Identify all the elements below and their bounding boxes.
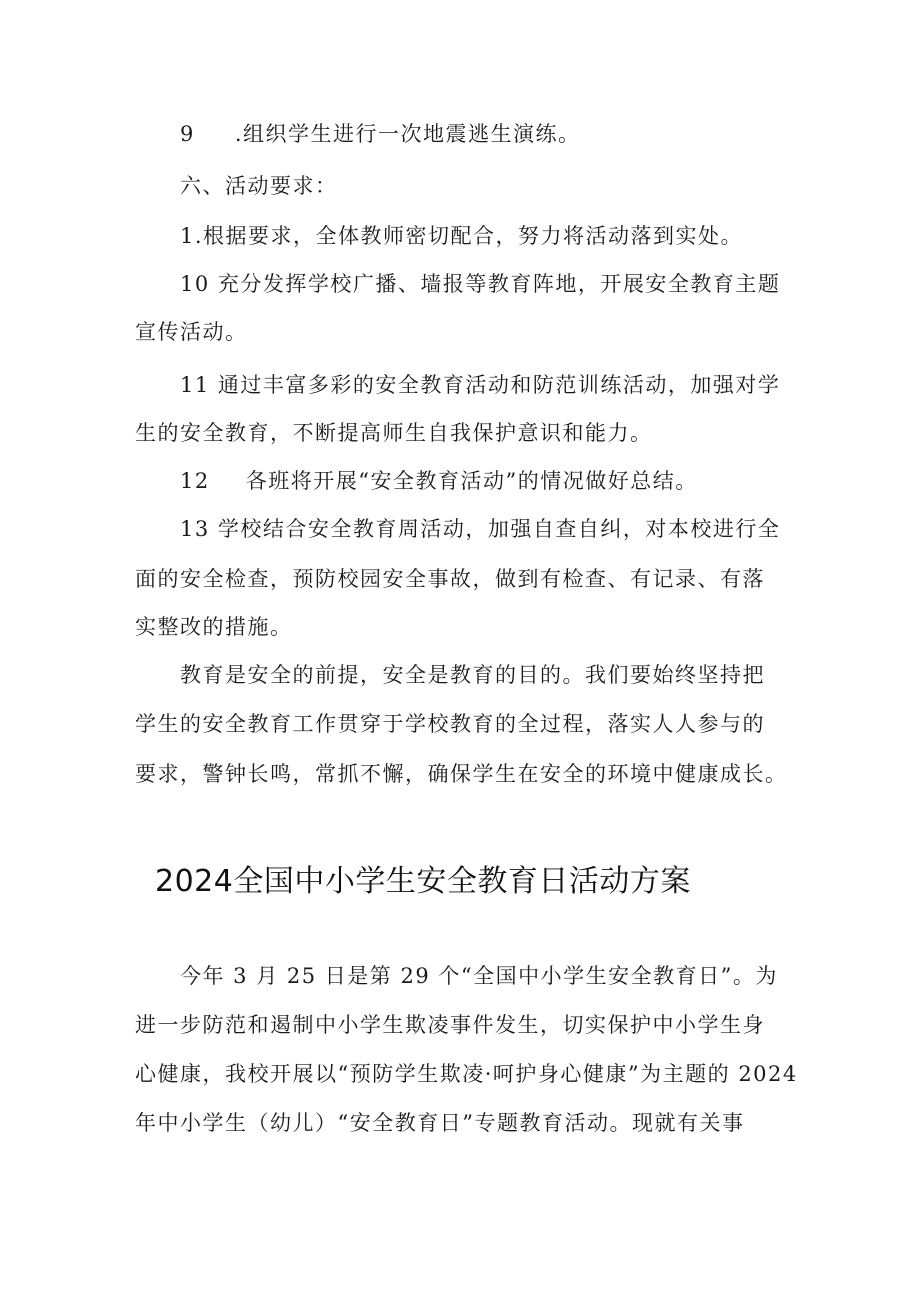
requirement-13-line-3: 实整改的措施。 xyxy=(135,615,293,639)
requirement-11-line-2: 生的安全教育，不断提高师生自我保护意识和能力。 xyxy=(135,421,653,445)
item-9-number: 9 xyxy=(180,122,195,146)
closing-line-1: 教育是安全的前提，安全是教育的目的。我们要始终坚持把 xyxy=(180,663,765,687)
closing-line-2: 学生的安全教育工作贯穿于学校教育的全过程，落实人人参与的 xyxy=(135,712,765,736)
requirement-12-text: 各班将开展“安全教育活动”的情况做好总结。 xyxy=(245,469,698,493)
requirement-13-line-2: 面的安全检查，预防校园安全事故，做到有检查、有记录、有落 xyxy=(135,567,765,591)
requirement-11-line-1: 11 通过丰富多彩的安全教育活动和防范训练活动，加强对学 xyxy=(180,373,781,397)
intro-line-4: 年中小学生（幼儿）“安全教育日”专题教育活动。现就有关事 xyxy=(135,1111,745,1135)
requirement-10-line-1: 10 充分发挥学校广播、墙报等教育阵地，开展安全教育主题 xyxy=(180,272,781,296)
plan-title: 2024全国中小学生安全教育日活动方案 xyxy=(155,864,691,899)
requirement-12 xyxy=(180,467,698,495)
intro-line-1: 今年 3 月 25 日是第 29 个“全国中小学生安全教育日”。为 xyxy=(180,964,778,988)
requirement-12-number: 12 xyxy=(180,469,210,493)
requirement-1: 1.根据要求，全体教师密切配合，努力将活动落到实处。 xyxy=(180,224,744,248)
intro-line-3: 心健康，我校开展以“预防学生欺凌·呵护身心健康”为主题的 2024 xyxy=(135,1062,798,1086)
closing-line-3: 要求，警钟长鸣，常抓不懈，确保学生在安全的环境中健康成长。 xyxy=(135,762,788,786)
requirement-10-line-2: 宣传活动。 xyxy=(135,320,248,344)
section-6-heading: 六、活动要求： xyxy=(180,174,338,198)
item-9-text: .组织学生进行一次地震逃生演练。 xyxy=(234,122,581,146)
item-9 xyxy=(180,120,581,148)
intro-line-2: 进一步防范和遏制中小学生欺凌事件发生，切实保护中小学生身 xyxy=(135,1013,765,1037)
requirement-13-line-1: 13 学校结合安全教育周活动，加强自查自纠，对本校进行全 xyxy=(180,517,781,541)
